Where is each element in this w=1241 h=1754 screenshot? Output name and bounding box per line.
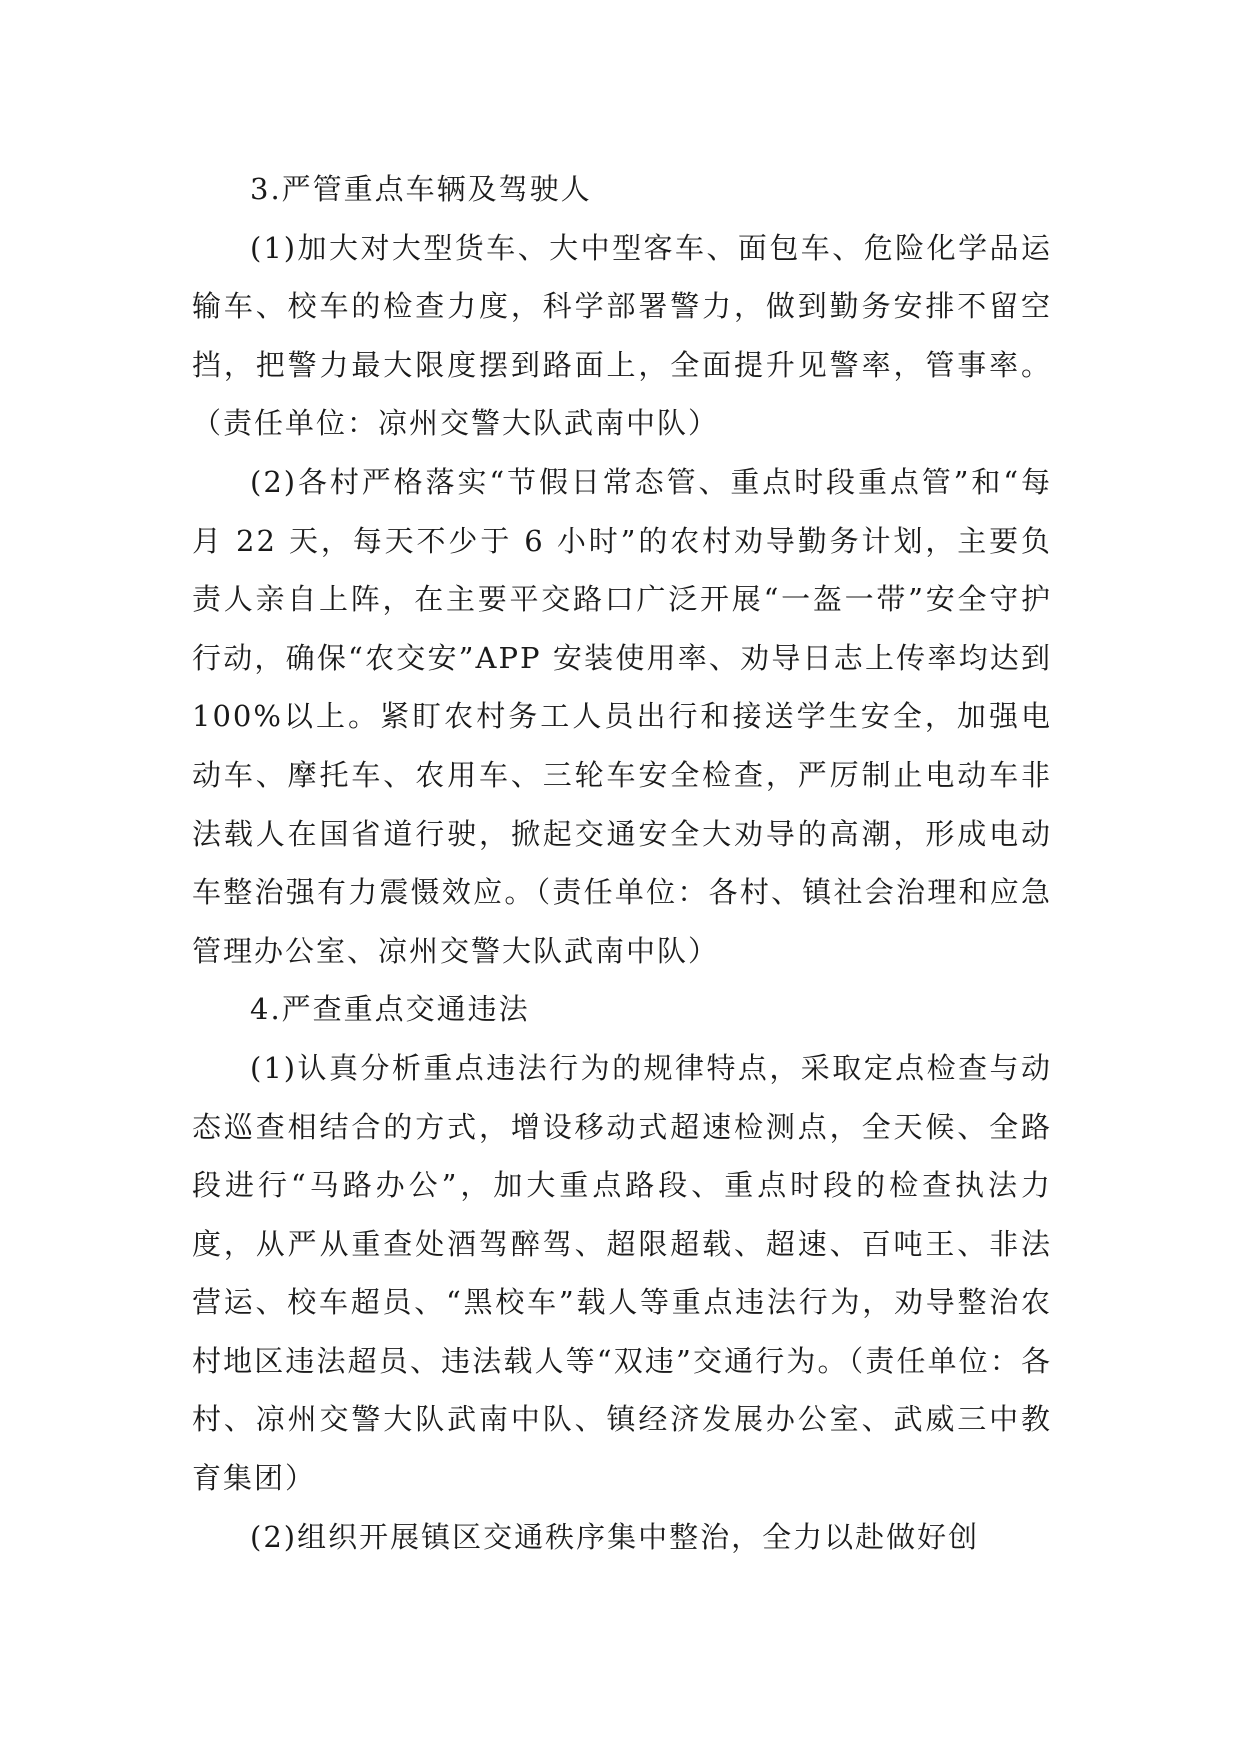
document-body [192,160,1052,1566]
section-4-item-1: (1)认真分析重点违法行为的规律特点，采取定点检查与动态巡查相结合的方式，增设移动式超速检测点，全天候、全路段进行“马路办公”，加大重点路段、重点时段的检查执法力度，从严从重查处酒驾醉驾、超限超载、超速、百吨王、非法营运、校车超员、“黑校车”载人等重点违法行为，劝导整治农村地区违法超员、违法载人等“双违”交通行为。（责任单位：各村、凉州交警大队武南中队、镇经济发展办公室、武威三中教育集团） [192,1050,1052,1496]
section-4-heading: 4.严查重点交通违法 [250,992,530,1027]
section-4-item-2: (2)组织开展镇区交通秩序集中整治，全力以赴做好创 [250,1519,980,1554]
section-3-heading: 3.严管重点车辆及驾驶人 [250,172,592,206]
section-3-item-1: (1)加大对大型货车、大中型客车、面包车、危险化学品运输车、校车的检查力度，科学部署警力，做到勤务安排不留空挡，把警力最大限度摆到路面上，全面提升见警率，管事率。（责任单位：凉州交警大队武南中队） [192,230,1052,441]
section-3-item-2: (2)各村严格落实“节假日常态管、重点时段重点管”和“每月 22 天，每天不少于 6 小时”的农村劝导勤务计划，主要负责人亲自上阵，在主要平交路口广泛开展“一盔一带”安全守护行动，确保“农交安”APP 安装使用率、劝导日志上传率均达到 100%以上。紧盯农村务工人员出行和接送学生安全，加强电动车、摩托车、农用车、三轮车安全检查，严厉制止电动车非法载人在国省道行驶，掀起交通安全大劝导的高潮，形成电动车整治强有力震慑效应。（责任单位：各村、镇社会治理和应急管理办公室、凉州交警大队武南中队） [192,464,1052,968]
